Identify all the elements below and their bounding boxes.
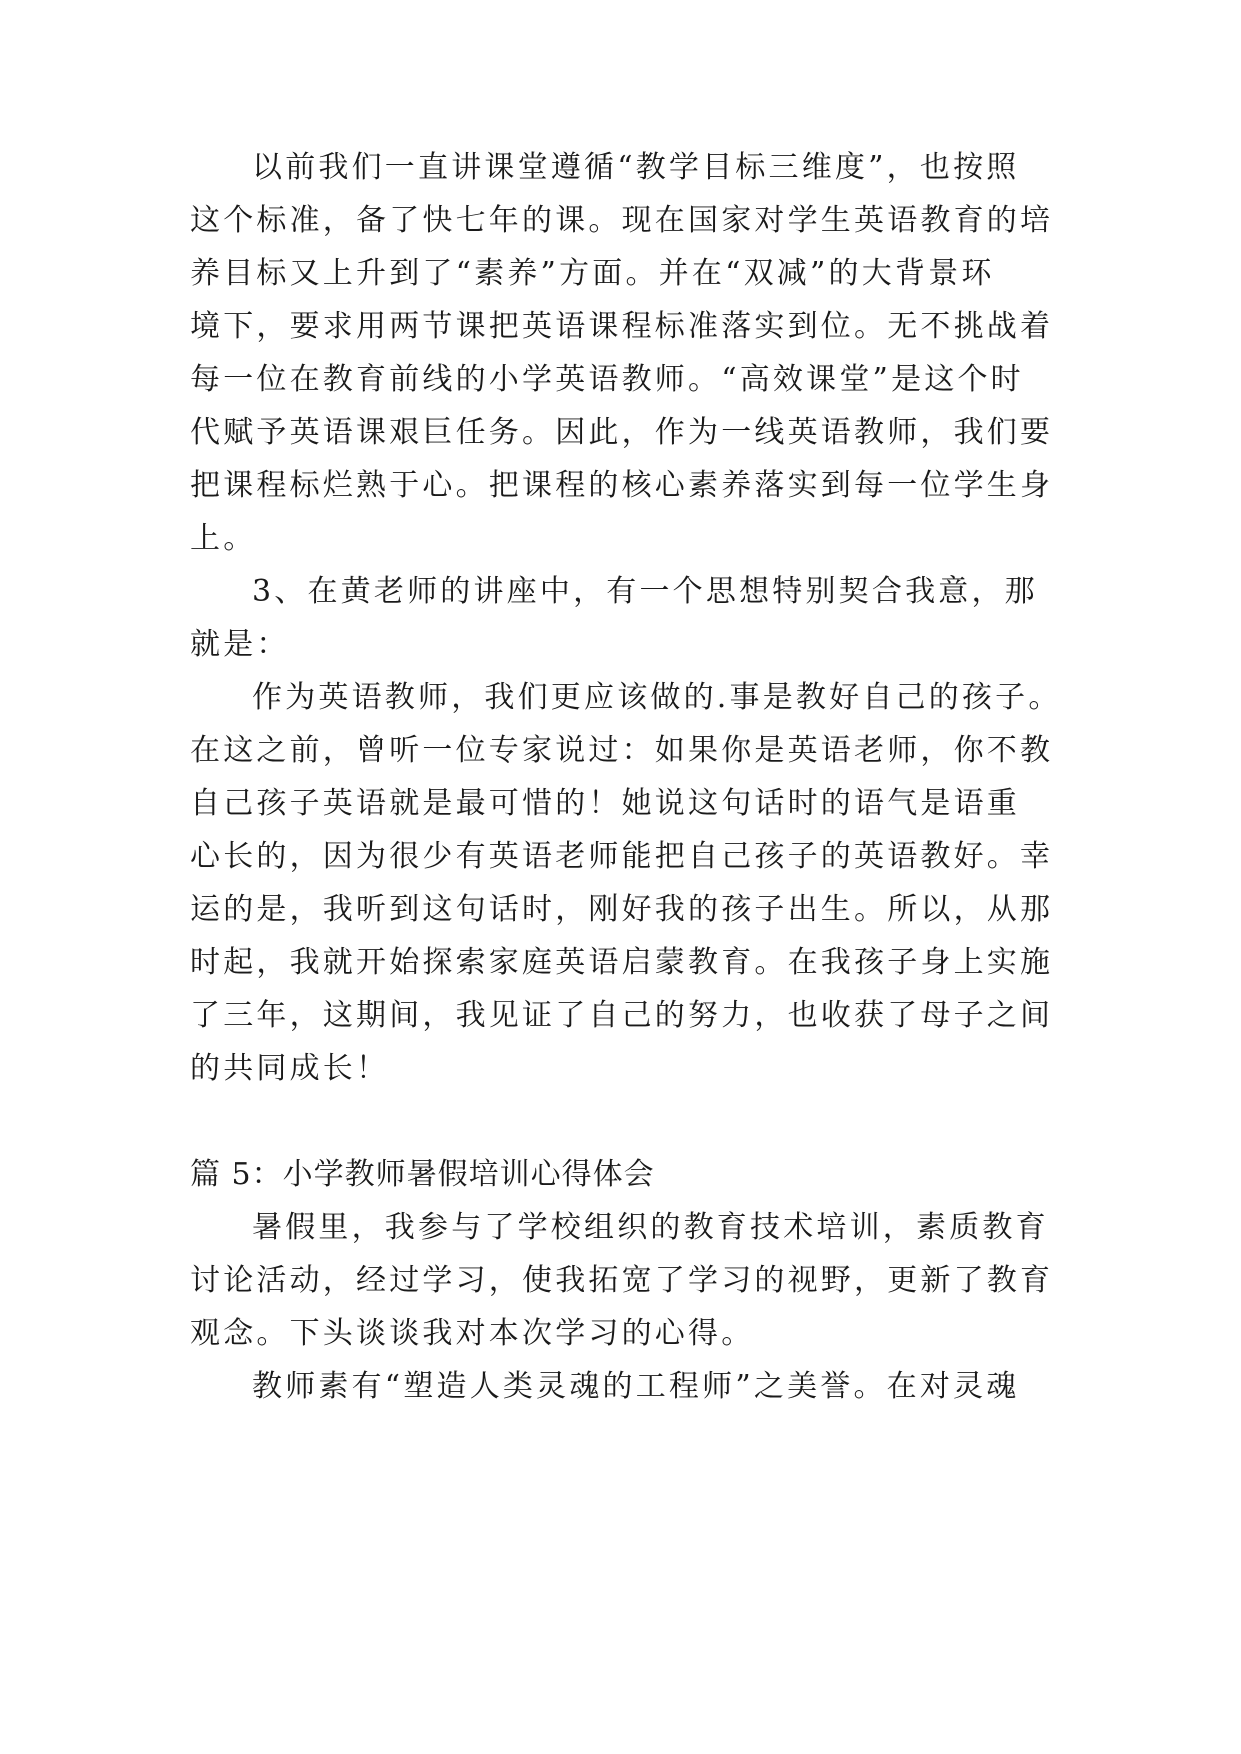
paragraph-line: 每一位在教育前线的小学英语教师。“高效课堂”是这个时 [190, 362, 1024, 397]
paragraph-line: 自己孩子英语就是最可惜的！她说这句话时的语气是语重 [190, 786, 1020, 821]
paragraph-line: 的共同成长！ [190, 1051, 390, 1086]
paragraph-line: 心长的，因为很少有英语老师能把自己孩子的英语教好。幸 [190, 839, 1054, 874]
paragraph-line: 教师素有“塑造人类灵魂的工程师”之美誉。在对灵魂 [252, 1369, 1020, 1404]
paragraph-line: 观念。下头谈谈我对本次学习的心得。 [190, 1316, 755, 1351]
paragraph-line: 作为英语教师，我们更应该做的.事是教好自己的孩子。 [252, 680, 1062, 715]
paragraph-line: 运的是，我听到这句话时，刚好我的孩子出生。所以，从那 [190, 892, 1054, 927]
paragraph-line: 上。 [190, 521, 257, 556]
paragraph-line: 以前我们一直讲课堂遵循“教学目标三维度”，也按照 [252, 150, 1020, 185]
paragraph-line: 在这之前，曾听一位专家说过：如果你是英语老师，你不教 [190, 733, 1054, 768]
paragraph-line: 养目标又上升到了“素养”方面。并在“双减”的大背景环 [190, 256, 995, 291]
paragraph-line: 境下，要求用两节课把英语课程标准落实到位。无不挑战着 [190, 309, 1054, 344]
paragraph-line: 讨论活动，经过学习，使我拓宽了学习的视野，更新了教育 [190, 1263, 1054, 1298]
paragraph-line: 就是： [190, 627, 290, 662]
paragraph-line: 代赋予英语课艰巨任务。因此，作为一线英语教师，我们要 [190, 415, 1054, 450]
paragraph-line: 把课程标烂熟于心。把课程的核心素养落实到每一位学生身 [190, 468, 1054, 503]
section-heading: 篇 5：小学教师暑假培训心得体会 [190, 1157, 655, 1192]
paragraph-line: 暑假里，我参与了学校组织的教育技术培训，素质教育 [252, 1210, 1049, 1245]
paragraph-line: 时起，我就开始探索家庭英语启蒙教育。在我孩子身上实施 [190, 945, 1054, 980]
paragraph-line: 这个标准，备了快七年的课。现在国家对学生英语教育的培 [190, 203, 1054, 238]
paragraph-line: 了三年，这期间，我见证了自己的努力，也收获了母子之间 [190, 998, 1054, 1033]
paragraph-line: 3、在黄老师的讲座中，有一个思想特别契合我意，那 [252, 574, 1038, 609]
